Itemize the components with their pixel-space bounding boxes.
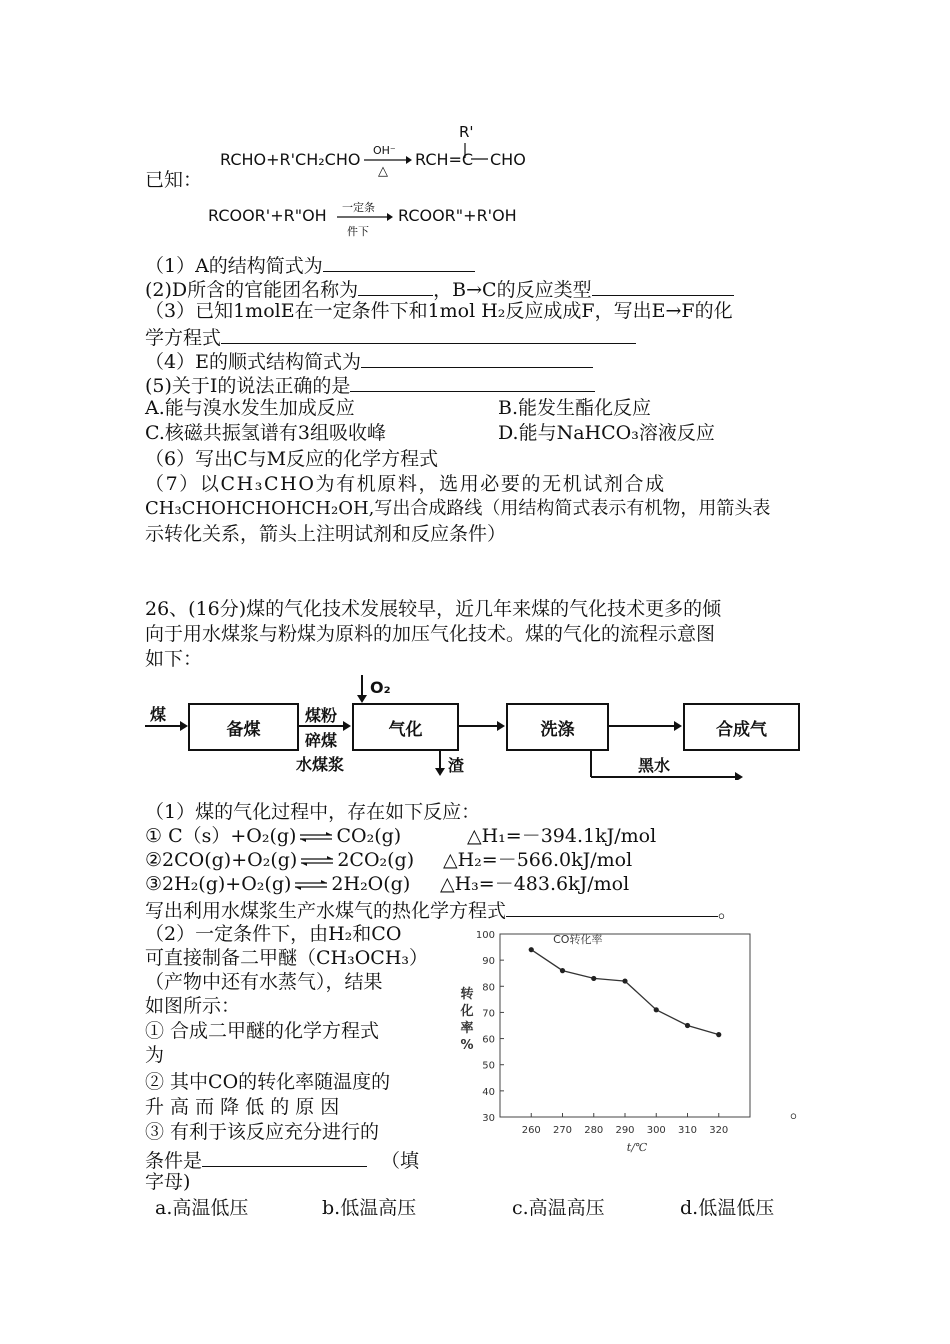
- q25-part5-blank[interactable]: [350, 371, 595, 392]
- q26-1-ask: 写出利用水煤浆生产水煤气的热化学方程式 。: [145, 896, 737, 923]
- reaction-2-reactants: RCOOR'+R"OH: [208, 206, 327, 225]
- x-axis-label: t/℃: [626, 1141, 648, 1154]
- reaction-2-condition-below: 件下: [347, 225, 369, 238]
- equilibrium-arrow-icon: [294, 879, 328, 891]
- q26-1-eq1: ① C（s）+O₂(g) CO₂(g): [145, 825, 402, 847]
- flow-box-wash: 洗涤: [506, 703, 609, 751]
- y-axis-label-char: 化: [460, 1004, 474, 1019]
- x-tick-label: 290: [615, 1125, 635, 1136]
- q25-part1: （1）A的结构简式为: [145, 251, 475, 278]
- data-point: [716, 1032, 721, 1037]
- y-tick-label: 90: [482, 956, 495, 968]
- equilibrium-arrow-icon: [300, 855, 334, 867]
- x-tick-label: 260: [521, 1125, 541, 1136]
- q25-option-d[interactable]: D.能与NaHCO₃溶液反应: [498, 422, 715, 444]
- q26-2-line7: ② 其中CO的转化率随温度的: [145, 1071, 391, 1093]
- y-tick-label: 40: [482, 1086, 495, 1098]
- legend-label: CO转化率: [553, 933, 603, 947]
- q26-2-line9: ③ 有利于该反应充分进行的: [145, 1121, 380, 1143]
- flow-label-slurry: 水煤浆: [296, 755, 345, 774]
- q26-1-eq3-dh: △H₃=－483.6kJ/mol: [440, 873, 630, 895]
- y-axis-label-char: 率: [460, 1021, 474, 1036]
- reaction-2-arrow: [335, 212, 393, 222]
- data-point: [560, 968, 565, 973]
- q26-2-blank[interactable]: [202, 1146, 367, 1167]
- series-line-co-conversion: [531, 950, 719, 1035]
- y-tick-label: 50: [482, 1060, 495, 1072]
- data-point: [591, 976, 596, 981]
- reaction-1-condition-above: OH⁻: [373, 144, 396, 157]
- flow-label-slag: 渣: [448, 756, 465, 775]
- data-point: [529, 947, 534, 952]
- q26-2-option-a[interactable]: a.高温低压: [155, 1197, 249, 1219]
- x-tick-label: 310: [677, 1125, 698, 1136]
- q26-2-line10: 条件是 （填: [145, 1146, 419, 1173]
- q25-part2: (2)D所含的官能团名称为 ，B→C的反应类型: [145, 275, 734, 302]
- q26-intro-line3: 如下：: [145, 648, 203, 670]
- y-tick-label: 60: [482, 1034, 495, 1046]
- q25-part2-blank-b[interactable]: [592, 275, 734, 296]
- flow-box-coal-prep: 备煤: [188, 703, 299, 751]
- x-tick-label: 320: [709, 1125, 729, 1136]
- q25-part6: （6）写出C与M反应的化学方程式: [145, 448, 439, 470]
- q26-2-option-b[interactable]: b.低温高压: [322, 1197, 417, 1219]
- co-conversion-chart: [450, 920, 770, 1165]
- q25-part3-line2: 学方程式: [145, 323, 636, 350]
- data-point: [622, 978, 627, 983]
- q26-intro-line2: 向于用水煤浆与粉煤为原料的加压气化技术。煤的气化的流程示意图: [145, 623, 716, 645]
- q26-1-eq2: ②2CO(g)+O₂(g) 2CO₂(g): [145, 849, 415, 871]
- y-tick-label: 80: [482, 982, 495, 994]
- q26-1-title: （1）煤的气化过程中，存在如下反应：: [145, 801, 481, 823]
- flow-label-pulverized: 煤粉: [305, 706, 338, 725]
- reaction-1-substituent: R': [459, 123, 474, 141]
- flow-label-o2: O₂: [370, 678, 391, 697]
- q25-part7-line3: 示转化关系，箭头上注明试剂和反应条件）: [145, 523, 507, 545]
- q26-2-line6: 为: [145, 1044, 165, 1066]
- y-tick-label: 70: [482, 1008, 495, 1020]
- y-axis-label-char: 转: [460, 987, 474, 1002]
- q26-2-line4: 如图所示：: [145, 995, 241, 1017]
- q25-part2-blank-a[interactable]: [358, 275, 433, 296]
- q25-option-a[interactable]: A.能与溴水发生加成反应: [145, 397, 355, 419]
- q25-option-b[interactable]: B.能发生酯化反应: [498, 397, 652, 419]
- x-tick-label: 280: [584, 1125, 604, 1136]
- reaction-2-products: RCOOR"+R'OH: [398, 206, 517, 225]
- q26-2-line8: 升 高 而 降 低 的 原 因: [145, 1096, 340, 1118]
- y-tick-label: 30: [482, 1113, 495, 1124]
- flow-label-crushed: 碎煤: [305, 731, 338, 750]
- q26-2-line2: 可直接制备二甲醚（CH₃OCH₃）: [145, 947, 429, 969]
- q25-part4-blank[interactable]: [361, 347, 593, 368]
- q26-1-blank[interactable]: [506, 896, 718, 917]
- q26-1-eq3: ③2H₂(g)+O₂(g) 2H₂O(g): [145, 873, 411, 895]
- q26-2-line1: （2）一定条件下，由H₂和CO: [145, 923, 402, 945]
- flow-label-blackwater: 黑水: [638, 756, 671, 775]
- x-tick-label: 270: [552, 1125, 573, 1136]
- q26-2-line5: ① 合成二甲醚的化学方程式: [145, 1020, 380, 1042]
- q25-part4: （4）E的顺式结构简式为: [145, 347, 593, 374]
- q26-2-option-d[interactable]: d.低温低压: [680, 1197, 775, 1219]
- reaction-1-product-right: CHO: [490, 150, 526, 169]
- data-point: [654, 1007, 659, 1012]
- reaction-1-product-left: RCH=C: [415, 150, 474, 169]
- q26-2-option-c[interactable]: c.高温高压: [512, 1197, 605, 1219]
- q25-part5: (5)关于I的说法正确的是: [145, 371, 595, 398]
- reaction-1-condition-below: △: [378, 164, 388, 179]
- q25-part3-blank[interactable]: [221, 323, 636, 344]
- data-point: [685, 1023, 690, 1028]
- q25-part3-line1: （3）已知1molE在一定条件下和1mol H₂反应成成F，写出E→F的化: [145, 300, 733, 322]
- reaction-1-bond: [460, 140, 490, 170]
- equilibrium-arrow-icon: [299, 831, 333, 843]
- q25-part7-line1: （7）以CH₃CHO为有机原料，选用必要的无机试剂合成: [145, 473, 666, 495]
- q26-1-eq2-dh: △H₂=－566.0kJ/mol: [443, 849, 633, 871]
- q26-2-line11: 字母): [145, 1171, 191, 1193]
- q25-part1-blank[interactable]: [323, 251, 475, 272]
- flow-box-syngas: 合成气: [683, 703, 800, 751]
- x-tick-label: 300: [646, 1125, 666, 1136]
- flow-input-coal: 煤: [150, 705, 167, 724]
- q26-2-end-dot: 。: [790, 1100, 810, 1122]
- q26-intro-line1: 26、(16分)煤的气化技术发展较早，近几年来煤的气化技术更多的倾: [145, 598, 722, 620]
- reaction-1-reactants: RCHO+R'CH₂CHO: [220, 150, 361, 169]
- flow-box-gasify: 气化: [352, 703, 459, 751]
- q25-option-c[interactable]: C.核磁共振氢谱有3组吸收峰: [145, 422, 386, 444]
- y-axis-label-char: %: [460, 1038, 474, 1053]
- reaction-2-condition-above: 一定条: [342, 201, 375, 214]
- q26-1-eq1-dh: △H₁=－394.1kJ/mol: [467, 825, 657, 847]
- q26-2-line3: （产物中还有水蒸气），结果: [145, 971, 383, 993]
- y-tick-label: 100: [475, 930, 495, 941]
- known-label: 已知：: [145, 169, 203, 191]
- plot-frame: [500, 934, 750, 1117]
- q25-part7-line2: CH₃CHOHCHOHCH₂OH,写出合成路线（用结构简式表示有机物，用箭头表: [145, 498, 771, 519]
